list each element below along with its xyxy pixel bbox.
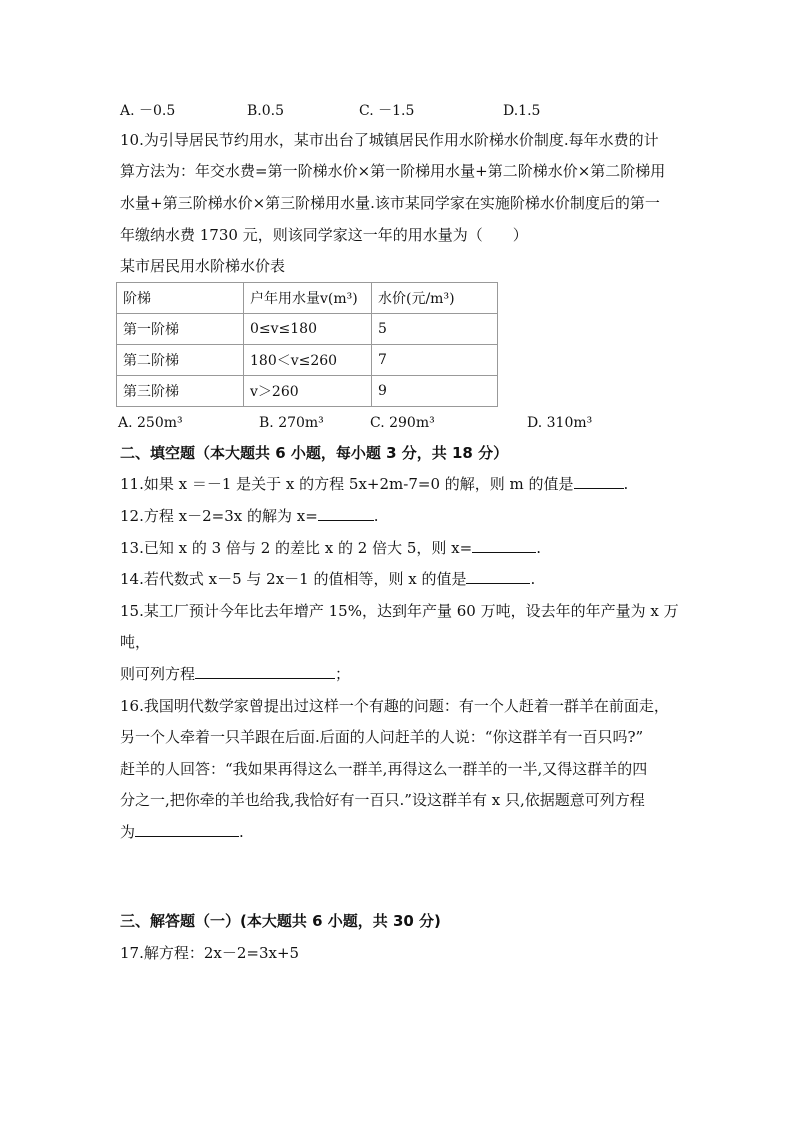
question-11 (120, 474, 628, 494)
q10-line-4: 年缴纳水费 1730 元，则该同学家这一年的用水量为（ ） (120, 226, 528, 244)
q10-option-b: B. 270m³ (259, 415, 324, 431)
question-14 (120, 569, 535, 589)
table-cell: v＞260 (244, 376, 372, 407)
table-cell: 阶梯 (117, 283, 244, 314)
table-row (117, 314, 498, 345)
q9-option-d: D.1.5 (503, 103, 541, 119)
table-cell: 第三阶梯 (117, 376, 244, 407)
table-cell: 第一阶梯 (117, 314, 244, 345)
question-text: 12.方程 x－2=3x 的解为 x= (120, 507, 318, 525)
table-cell: 180＜v≤260 (244, 345, 372, 376)
table-row (117, 345, 498, 376)
section-2-heading: 二、填空题（本大题共 6 小题，每小题 3 分，共 18 分） (120, 444, 509, 462)
question-text: 14.若代数式 x－5 与 2x－1 的值相等，则 x 的值是 (120, 570, 467, 588)
q10-option-c: C. 290m³ (370, 415, 435, 431)
table-row (117, 283, 498, 314)
question-text: 11.如果 x ＝－1 是关于 x 的方程 5x+2m-7=0 的解，则 m 的值是 (120, 475, 574, 493)
q15-line-1: 15.某工厂预计今年比去年增产 15%，达到年产量 60 万吨，设去年的年产量为 x 万 (120, 602, 679, 620)
question-text: 为 (120, 823, 136, 841)
answer-blank (466, 569, 530, 584)
q16-line-5 (120, 822, 244, 842)
water-price-table (116, 282, 498, 407)
section-3-heading: 三、解答题（一）(本大题共 6 小题，共 30 分) (120, 912, 441, 930)
q15-line-3 (120, 664, 350, 684)
question-17: 17.解方程：2x－2=3x+5 (120, 944, 300, 962)
q10-line-2: 算方法为：年交水费=第一阶梯水价×第一阶梯用水量+第二阶梯水价×第二阶梯用 (120, 162, 666, 180)
table-cell: 7 (372, 345, 498, 376)
question-text: 则可列方程 (120, 665, 196, 683)
answer-blank (472, 538, 536, 553)
question-text: . (239, 823, 244, 841)
answer-blank (318, 506, 374, 521)
q9-option-a: A. －0.5 (120, 103, 176, 119)
question-13 (120, 538, 541, 558)
question-text: ； (335, 665, 351, 683)
q10-option-d: D. 310m³ (527, 415, 593, 431)
table-cell: 户年用水量v(m³) (244, 283, 372, 314)
q15-line-2: 吨， (120, 633, 151, 651)
question-12 (120, 506, 379, 526)
table-cell: 0≤v≤180 (244, 314, 372, 345)
q9-option-c: C. －1.5 (359, 103, 415, 119)
question-text: . (373, 507, 379, 525)
q10-option-a: A. 250m³ (118, 415, 183, 431)
q9-option-b: B.0.5 (247, 103, 285, 119)
q16-line-2: 另一个人牵着一只羊跟在后面.后面的人问赶羊的人说：“你这群羊有一百只吗?” (120, 728, 644, 746)
question-text: . (536, 539, 541, 557)
table-row (117, 376, 498, 407)
q16-line-4: 分之一,把你牵的羊也给我,我恰好有一百只.”设这群羊有 x 只,依据题意可列方程 (120, 791, 645, 809)
q16-line-1: 16.我国明代数学家曾提出过这样一个有趣的问题：有一个人赶着一群羊在前面走， (120, 697, 669, 715)
answer-blank (195, 664, 335, 679)
question-text: . (623, 475, 629, 493)
table-cell: 水价(元/m³) (372, 283, 498, 314)
answer-blank (135, 822, 239, 837)
q10-table-title: 某市居民用水阶梯水价表 (120, 257, 286, 275)
table-cell: 5 (372, 314, 498, 345)
question-text: . (530, 570, 536, 588)
q16-line-3: 赶羊的人回答：“我如果再得这么一群羊,再得这么一群羊的一半,又得这群羊的四 (120, 760, 648, 778)
table-cell: 第二阶梯 (117, 345, 244, 376)
question-text: 13.已知 x 的 3 倍与 2 的差比 x 的 2 倍大 5，则 x= (120, 539, 473, 557)
q10-line-3: 水量+第三阶梯水价×第三阶梯用水量.该市某同学家在实施阶梯水价制度后的第一 (120, 194, 660, 212)
answer-blank (574, 474, 624, 489)
q10-line-1: 10.为引导居民节约用水，某市出台了城镇居民作用水阶梯水价制度.每年水费的计 (120, 131, 659, 149)
table-cell: 9 (372, 376, 498, 407)
